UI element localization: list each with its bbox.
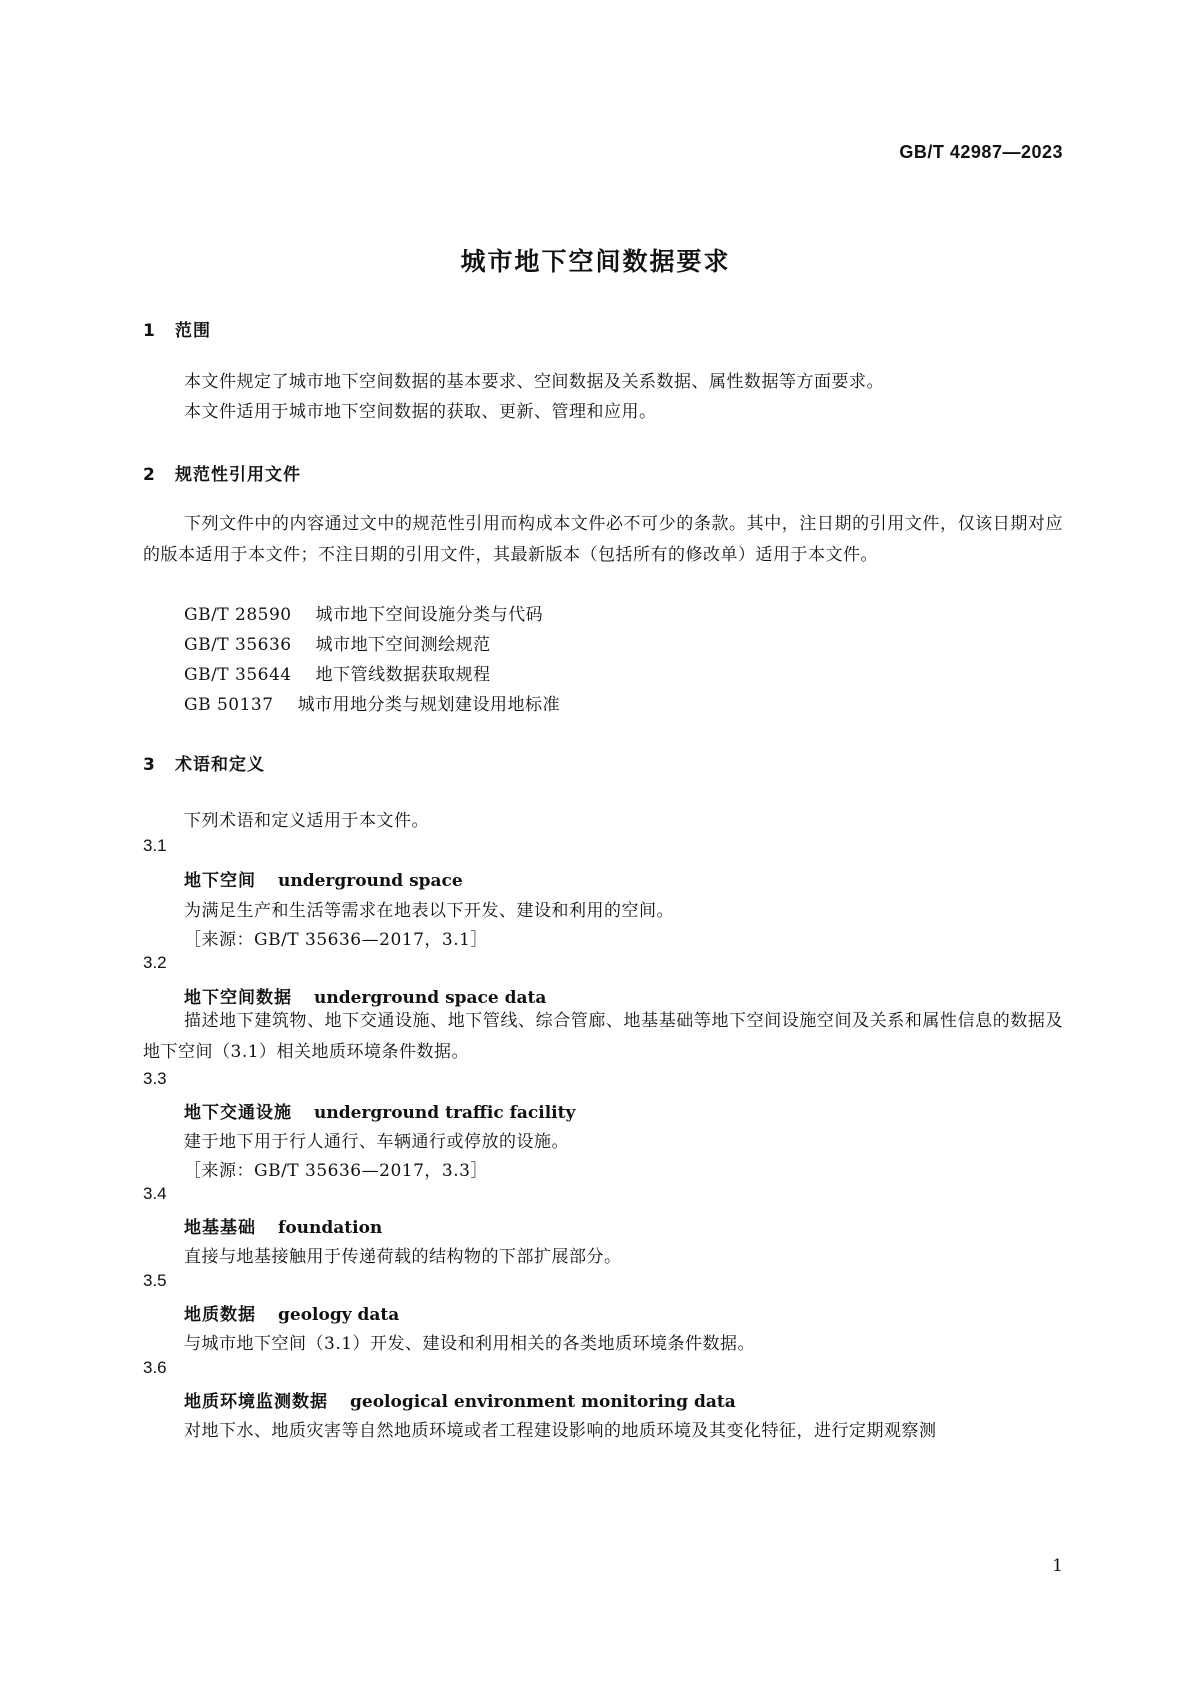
term-name-en: underground traffic facility (314, 1103, 576, 1123)
term-name-en: underground space (278, 871, 463, 891)
scope-paragraph-2: 本文件适用于城市地下空间数据的获取、更新、管理和应用。 (184, 402, 657, 422)
section-number: 2 (143, 465, 156, 485)
term-number: 3.3 (143, 1069, 167, 1088)
term-name-zh: 地下交通设施 (184, 1103, 292, 1123)
reference-code: GB/T 28590 (184, 605, 292, 625)
section-heading-scope (143, 316, 211, 341)
term-name-zh: 地质数据 (184, 1305, 256, 1325)
term-definition: 与城市地下空间（3.1）开发、建设和利用相关的各类地质环境条件数据。 (184, 1334, 756, 1354)
section-title: 规范性引用文件 (175, 465, 301, 485)
term-number: 3.4 (143, 1184, 167, 1203)
term-name-zh: 地基基础 (184, 1218, 256, 1238)
normative-references-intro: 下列文件中的内容通过文中的规范性引用而构成本文件必不可少的条款。其中，注日期的引用文件，仅该日期对应的版本适用于本文件；不注日期的引用文件，其最新版本（包括所有的修改单）适用于本文件。 (143, 514, 1063, 565)
term-source: ［来源：GB/T 35636—2017，3.3］ (184, 1161, 488, 1181)
reference-title: 城市用地分类与规划建设用地标准 (297, 695, 561, 715)
reference-item (184, 660, 491, 685)
page-number: 1 (1052, 1556, 1063, 1576)
section-heading-terms (143, 750, 265, 775)
term-definition: 对地下水、地质灾害等自然地质环境或者工程建设影响的地质环境及其变化特征，进行定期观察测 (184, 1421, 937, 1441)
term-name-en: underground space data (314, 988, 547, 1008)
document-title: 城市地下空间数据要求 (460, 247, 731, 276)
reference-item (184, 630, 491, 655)
term-number: 3.1 (143, 836, 167, 855)
reference-item (184, 690, 560, 715)
reference-title: 地下管线数据获取规程 (315, 665, 491, 685)
term-name-zh: 地下空间 (184, 871, 256, 891)
term-name-en: geological environment monitoring data (350, 1392, 736, 1412)
term-name (184, 866, 463, 891)
section-heading-normative-references (143, 460, 301, 485)
term-name-zh: 地下空间数据 (184, 988, 292, 1008)
term-number: 3.6 (143, 1358, 167, 1377)
reference-code: GB/T 35644 (184, 665, 292, 685)
term-name (184, 983, 546, 1008)
reference-code: GB 50137 (184, 695, 274, 715)
reference-item (184, 600, 543, 625)
term-name-en: foundation (278, 1218, 383, 1238)
term-name-zh: 地质环境监测数据 (184, 1392, 328, 1412)
reference-title: 城市地下空间设施分类与代码 (315, 605, 544, 625)
reference-code: GB/T 35636 (184, 635, 292, 655)
term-name (184, 1300, 399, 1325)
section-number: 3 (143, 755, 156, 775)
term-definition: 描述地下建筑物、地下交通设施、地下管线、综合管廊、地基基础等地下空间设施空间及关系和属性信息的数据及地下空间（3.1）相关地质环境条件数据。 (143, 1011, 1063, 1062)
term-number: 3.2 (143, 953, 167, 972)
term-number: 3.5 (143, 1271, 167, 1290)
term-name-en: geology data (278, 1305, 400, 1325)
section-title: 范围 (175, 321, 211, 341)
term-name (184, 1387, 736, 1412)
term-source: ［来源：GB/T 35636—2017，3.1］ (184, 930, 488, 950)
reference-title: 城市地下空间测绘规范 (315, 635, 491, 655)
term-definition: 为满足生产和生活等需求在地表以下开发、建设和利用的空间。 (184, 901, 674, 921)
section-number: 1 (143, 321, 156, 341)
term-definition: 直接与地基接触用于传递荷载的结构物的下部扩展部分。 (184, 1247, 622, 1267)
terms-intro: 下列术语和定义适用于本文件。 (184, 811, 429, 831)
section-title: 术语和定义 (175, 755, 265, 775)
term-name (184, 1213, 382, 1238)
term-name (184, 1098, 575, 1123)
term-definition: 建于地下用于行人通行、车辆通行或停放的设施。 (184, 1132, 569, 1152)
scope-paragraph-1: 本文件规定了城市地下空间数据的基本要求、空间数据及关系数据、属性数据等方面要求。 (184, 372, 884, 392)
standard-code: GB/T 42987—2023 (899, 142, 1063, 162)
